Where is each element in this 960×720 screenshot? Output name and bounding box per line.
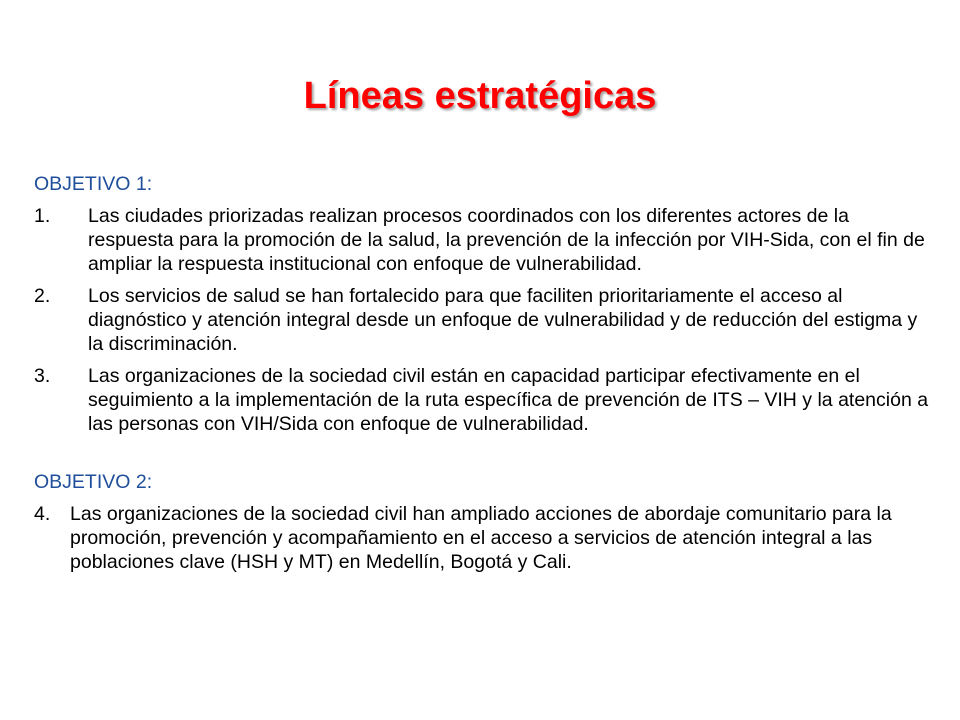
list-item-number: 4. [34,503,51,525]
list-item-text: Los servicios de salud se han fortalecido para que faciliten prioritariamente el acceso al diagnóstico y atención integral desde un enfoque de vulnerabilidad y de reducción del estigma y la discriminación. [88,285,918,355]
objective-1-label: OBJETIVO 1: [34,173,153,195]
list-item-number: 3. [34,365,51,387]
list-item-1 [34,204,934,276]
slide-title: Líneas estratégicas [303,75,657,117]
list-item-2 [34,284,934,356]
slide-content [34,172,934,574]
list-item-text: Las organizaciones de la sociedad civil están en capacidad participar efectivamente en el seguimiento a la implementación de la ruta específica de prevención de ITS – VIH y la atención a las personas con VIH/Sida con enfoque de vulnerabilidad. [88,365,929,435]
list-item-number: 2. [34,285,51,307]
list-item-3 [34,364,934,436]
list-item-text: Las ciudades priorizadas realizan procesos coordinados con los diferentes actores de la respuesta para la promoción de la salud, la prevención de la infección por VIH-Sida, con el fin de ampliar la respuesta institucional con enfoque de vulnerabilidad. [88,205,925,275]
list-item-number: 1. [34,205,51,227]
list-item-4 [34,502,934,574]
list-item-text: Las organizaciones de la sociedad civil han ampliado acciones de abordaje comunitario para la promoción, prevención y acompañamiento en el acceso a servicios de atención integral a las poblaciones clave (HSH y MT) en Medellín, Bogotá y Cali. [70,503,892,573]
objective-2-label: OBJETIVO 2: [34,471,153,493]
